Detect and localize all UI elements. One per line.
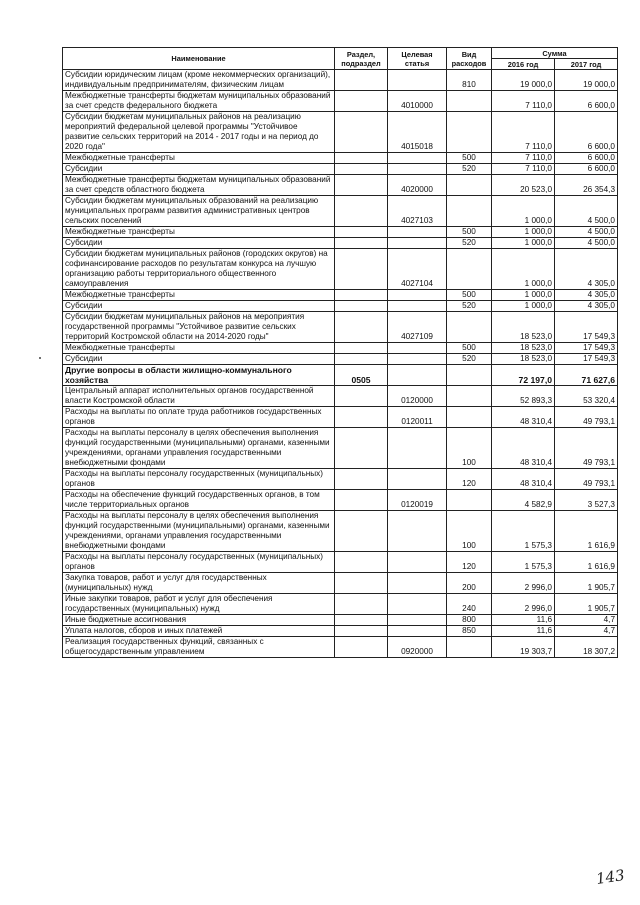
row-name: Субсидии юридическим лицам (кроме некоммерческих организаций), индивидуальным предпринимателям, физическим лицам — [63, 70, 335, 91]
row-article — [388, 301, 447, 312]
row-section — [335, 626, 388, 637]
header-year-2017: 2017 год — [555, 59, 618, 70]
table-row — [63, 354, 618, 365]
header-year-2016: 2016 год — [492, 59, 555, 70]
scan-speck — [39, 357, 41, 359]
row-sum-2016: 4 582,9 — [492, 490, 555, 511]
table-row — [63, 428, 618, 469]
row-expense-type: 800 — [447, 615, 492, 626]
row-article: 4027104 — [388, 249, 447, 290]
row-expense-type: 520 — [447, 164, 492, 175]
table-row — [63, 227, 618, 238]
row-expense-type: 100 — [447, 428, 492, 469]
table-row — [63, 312, 618, 343]
row-name: Расходы на обеспечение функций государственных органов, в том числе территориальных органов — [63, 490, 335, 511]
row-name: Субсидии бюджетам муниципальных районов на реализацию мероприятий федеральной целевой программы "Устойчивое развитие сельских территорий на 2014 - 2017 годы и на период до 2020 года" — [63, 112, 335, 153]
header-section: Раздел, подраздел — [335, 48, 388, 70]
row-name: Межбюджетные трансферты бюджетам муниципальных образований за счет средств федерального бюджета — [63, 91, 335, 112]
row-name: Центральный аппарат исполнительных органов государственной власти Костромской области — [63, 386, 335, 407]
row-name: Субсидии — [63, 164, 335, 175]
row-sum-2016: 2 996,0 — [492, 573, 555, 594]
row-sum-2017: 4 500,0 — [555, 196, 618, 227]
row-expense-type: 520 — [447, 301, 492, 312]
row-sum-2017: 6 600,0 — [555, 91, 618, 112]
row-sum-2017: 4,7 — [555, 615, 618, 626]
row-name: Реализация государственных функций, связанных с общегосударственным управлением — [63, 637, 335, 658]
table-row — [63, 469, 618, 490]
row-sum-2017: 49 793,1 — [555, 469, 618, 490]
header-name: Наименование — [63, 48, 335, 70]
row-section — [335, 490, 388, 511]
row-name: Межбюджетные трансферты — [63, 290, 335, 301]
row-section — [335, 196, 388, 227]
row-expense-type: 520 — [447, 354, 492, 365]
row-sum-2016: 20 523,0 — [492, 175, 555, 196]
table-row — [63, 290, 618, 301]
row-sum-2017: 17 549,3 — [555, 354, 618, 365]
row-article — [388, 511, 447, 552]
row-sum-2016: 7 110,0 — [492, 153, 555, 164]
table-row — [63, 343, 618, 354]
row-article — [388, 365, 447, 386]
row-section — [335, 573, 388, 594]
row-name: Расходы на выплаты персоналу государственных (муниципальных) органов — [63, 469, 335, 490]
table-row — [63, 637, 618, 658]
row-sum-2016: 18 523,0 — [492, 312, 555, 343]
row-expense-type — [447, 249, 492, 290]
row-expense-type: 120 — [447, 469, 492, 490]
row-expense-type: 100 — [447, 511, 492, 552]
row-expense-type: 850 — [447, 626, 492, 637]
row-sum-2016: 18 523,0 — [492, 354, 555, 365]
row-sum-2016: 1 000,0 — [492, 249, 555, 290]
table-row — [63, 365, 618, 386]
header-article: Целевая статья — [388, 48, 447, 70]
row-sum-2016: 19 000,0 — [492, 70, 555, 91]
row-expense-type — [447, 112, 492, 153]
row-sum-2016: 48 310,4 — [492, 407, 555, 428]
row-sum-2017: 17 549,3 — [555, 343, 618, 354]
row-sum-2016: 1 575,3 — [492, 552, 555, 573]
row-sum-2016: 7 110,0 — [492, 91, 555, 112]
row-section — [335, 343, 388, 354]
row-sum-2017: 6 600,0 — [555, 164, 618, 175]
row-section — [335, 249, 388, 290]
row-section — [335, 175, 388, 196]
row-article — [388, 238, 447, 249]
row-name: Субсидии бюджетам муниципальных образований на реализацию муниципальных программ развития административных центров сельских поселений — [63, 196, 335, 227]
row-section — [335, 428, 388, 469]
row-expense-type: 810 — [447, 70, 492, 91]
row-sum-2016: 11,6 — [492, 626, 555, 637]
row-article — [388, 428, 447, 469]
table-row — [63, 164, 618, 175]
table-row — [63, 573, 618, 594]
row-article — [388, 594, 447, 615]
row-name: Субсидии — [63, 354, 335, 365]
row-expense-type: 240 — [447, 594, 492, 615]
table-row — [63, 153, 618, 164]
row-section — [335, 238, 388, 249]
row-sum-2017: 53 320,4 — [555, 386, 618, 407]
table-row — [63, 196, 618, 227]
table-row — [63, 407, 618, 428]
row-article — [388, 626, 447, 637]
row-sum-2016: 19 303,7 — [492, 637, 555, 658]
row-article — [388, 70, 447, 91]
row-article — [388, 227, 447, 238]
row-sum-2016: 2 996,0 — [492, 594, 555, 615]
row-name: Субсидии бюджетам муниципальных районов (городских округов) на софинансирование расходов по результатам конкурса на лучшую организацию работы территориального общественного самоуправления — [63, 249, 335, 290]
header-sum: Сумма — [492, 48, 618, 59]
row-sum-2016: 11,6 — [492, 615, 555, 626]
row-sum-2017: 26 354,3 — [555, 175, 618, 196]
row-section — [335, 112, 388, 153]
table-row — [63, 91, 618, 112]
table-row — [63, 552, 618, 573]
row-article — [388, 354, 447, 365]
row-sum-2017: 1 616,9 — [555, 511, 618, 552]
row-name: Субсидии — [63, 301, 335, 312]
row-sum-2017: 49 793,1 — [555, 428, 618, 469]
row-sum-2017: 4 500,0 — [555, 227, 618, 238]
row-article: 4020000 — [388, 175, 447, 196]
row-sum-2017: 4 305,0 — [555, 249, 618, 290]
row-name: Иные бюджетные ассигнования — [63, 615, 335, 626]
row-article: 0920000 — [388, 637, 447, 658]
row-sum-2017: 6 600,0 — [555, 112, 618, 153]
row-article: 4027103 — [388, 196, 447, 227]
row-article — [388, 153, 447, 164]
row-name: Расходы на выплаты персоналу в целях обеспечения выполнения функций государственными (муниципальными) органами, казенными учреждениями, органами управления государственными внебюджетными фондами — [63, 428, 335, 469]
row-expense-type — [447, 91, 492, 112]
row-expense-type — [447, 365, 492, 386]
row-section — [335, 227, 388, 238]
row-section — [335, 153, 388, 164]
table-row — [63, 301, 618, 312]
table-body — [63, 70, 618, 658]
row-section — [335, 312, 388, 343]
row-section — [335, 70, 388, 91]
row-expense-type: 120 — [447, 552, 492, 573]
row-sum-2016: 1 575,3 — [492, 511, 555, 552]
table-row — [63, 490, 618, 511]
row-sum-2017: 19 000,0 — [555, 70, 618, 91]
row-sum-2017: 4 305,0 — [555, 290, 618, 301]
table-row — [63, 175, 618, 196]
row-section — [335, 637, 388, 658]
row-expense-type: 520 — [447, 238, 492, 249]
row-section — [335, 552, 388, 573]
row-name: Межбюджетные трансферты — [63, 343, 335, 354]
row-sum-2016: 1 000,0 — [492, 238, 555, 249]
row-sum-2017: 4 305,0 — [555, 301, 618, 312]
row-sum-2016: 48 310,4 — [492, 469, 555, 490]
row-expense-type — [447, 312, 492, 343]
row-expense-type: 500 — [447, 227, 492, 238]
row-sum-2016: 1 000,0 — [492, 290, 555, 301]
row-sum-2017: 6 600,0 — [555, 153, 618, 164]
row-sum-2017: 4,7 — [555, 626, 618, 637]
row-name: Межбюджетные трансферты — [63, 153, 335, 164]
row-name: Уплата налогов, сборов и иных платежей — [63, 626, 335, 637]
table-row — [63, 112, 618, 153]
row-article: 4027109 — [388, 312, 447, 343]
row-section — [335, 407, 388, 428]
row-sum-2016: 48 310,4 — [492, 428, 555, 469]
row-sum-2017: 49 793,1 — [555, 407, 618, 428]
page-number: 143 — [594, 866, 626, 888]
row-name: Расходы на выплаты персоналу в целях обеспечения выполнения функций государственными (муниципальными) органами, казенными учреждениями, органами управления государственными внебюджетными фондами — [63, 511, 335, 552]
table-row — [63, 249, 618, 290]
row-sum-2017: 17 549,3 — [555, 312, 618, 343]
row-sum-2017: 1 616,9 — [555, 552, 618, 573]
row-article: 0120019 — [388, 490, 447, 511]
row-section — [335, 290, 388, 301]
row-article — [388, 343, 447, 354]
row-section — [335, 91, 388, 112]
row-article — [388, 552, 447, 573]
row-expense-type: 500 — [447, 153, 492, 164]
row-section: 0505 — [335, 365, 388, 386]
row-expense-type: 500 — [447, 343, 492, 354]
row-sum-2016: 52 893,3 — [492, 386, 555, 407]
row-name: Расходы на выплаты по оплате труда работников государственных органов — [63, 407, 335, 428]
row-article: 0120000 — [388, 386, 447, 407]
row-section — [335, 511, 388, 552]
row-section — [335, 386, 388, 407]
table-row — [63, 615, 618, 626]
row-sum-2016: 7 110,0 — [492, 164, 555, 175]
row-sum-2017: 1 905,7 — [555, 594, 618, 615]
table-row — [63, 626, 618, 637]
row-sum-2017: 1 905,7 — [555, 573, 618, 594]
row-expense-type: 500 — [447, 290, 492, 301]
row-section — [335, 164, 388, 175]
row-article — [388, 290, 447, 301]
row-sum-2016: 1 000,0 — [492, 301, 555, 312]
table-row — [63, 238, 618, 249]
row-article — [388, 573, 447, 594]
row-name: Закупка товаров, работ и услуг для государственных (муниципальных) нужд — [63, 573, 335, 594]
row-section — [335, 615, 388, 626]
row-section — [335, 354, 388, 365]
budget-table — [62, 47, 618, 658]
row-article: 4015018 — [388, 112, 447, 153]
table-row — [63, 594, 618, 615]
row-section — [335, 469, 388, 490]
row-expense-type: 200 — [447, 573, 492, 594]
row-section — [335, 594, 388, 615]
row-article — [388, 615, 447, 626]
row-name: Расходы на выплаты персоналу государственных (муниципальных) органов — [63, 552, 335, 573]
row-sum-2017: 3 527,3 — [555, 490, 618, 511]
row-article: 0120011 — [388, 407, 447, 428]
row-sum-2017: 18 307,2 — [555, 637, 618, 658]
row-expense-type — [447, 196, 492, 227]
table-row — [63, 386, 618, 407]
header-expense-type: Вид расходов — [447, 48, 492, 70]
row-sum-2016: 1 000,0 — [492, 227, 555, 238]
row-article — [388, 469, 447, 490]
row-section — [335, 301, 388, 312]
row-name: Межбюджетные трансферты бюджетам муниципальных образований за счет средств областного бюджета — [63, 175, 335, 196]
row-expense-type — [447, 407, 492, 428]
row-expense-type — [447, 490, 492, 511]
row-name: Субсидии бюджетам муниципальных районов на мероприятия государственной программы "Устойчивое развитие сельских территорий Костромской области на 2014-2020 годы" — [63, 312, 335, 343]
row-sum-2016: 72 197,0 — [492, 365, 555, 386]
row-article — [388, 164, 447, 175]
table-row — [63, 511, 618, 552]
row-name: Другие вопросы в области жилищно-коммунального хозяйства — [63, 365, 335, 386]
row-sum-2017: 71 627,6 — [555, 365, 618, 386]
row-name: Иные закупки товаров, работ и услуг для обеспечения государственных (муниципальных) нужд — [63, 594, 335, 615]
row-expense-type — [447, 386, 492, 407]
row-name: Субсидии — [63, 238, 335, 249]
row-sum-2016: 1 000,0 — [492, 196, 555, 227]
row-expense-type — [447, 175, 492, 196]
row-article: 4010000 — [388, 91, 447, 112]
row-expense-type — [447, 637, 492, 658]
row-sum-2016: 7 110,0 — [492, 112, 555, 153]
row-sum-2017: 4 500,0 — [555, 238, 618, 249]
table-row — [63, 70, 618, 91]
row-name: Межбюджетные трансферты — [63, 227, 335, 238]
row-sum-2016: 18 523,0 — [492, 343, 555, 354]
